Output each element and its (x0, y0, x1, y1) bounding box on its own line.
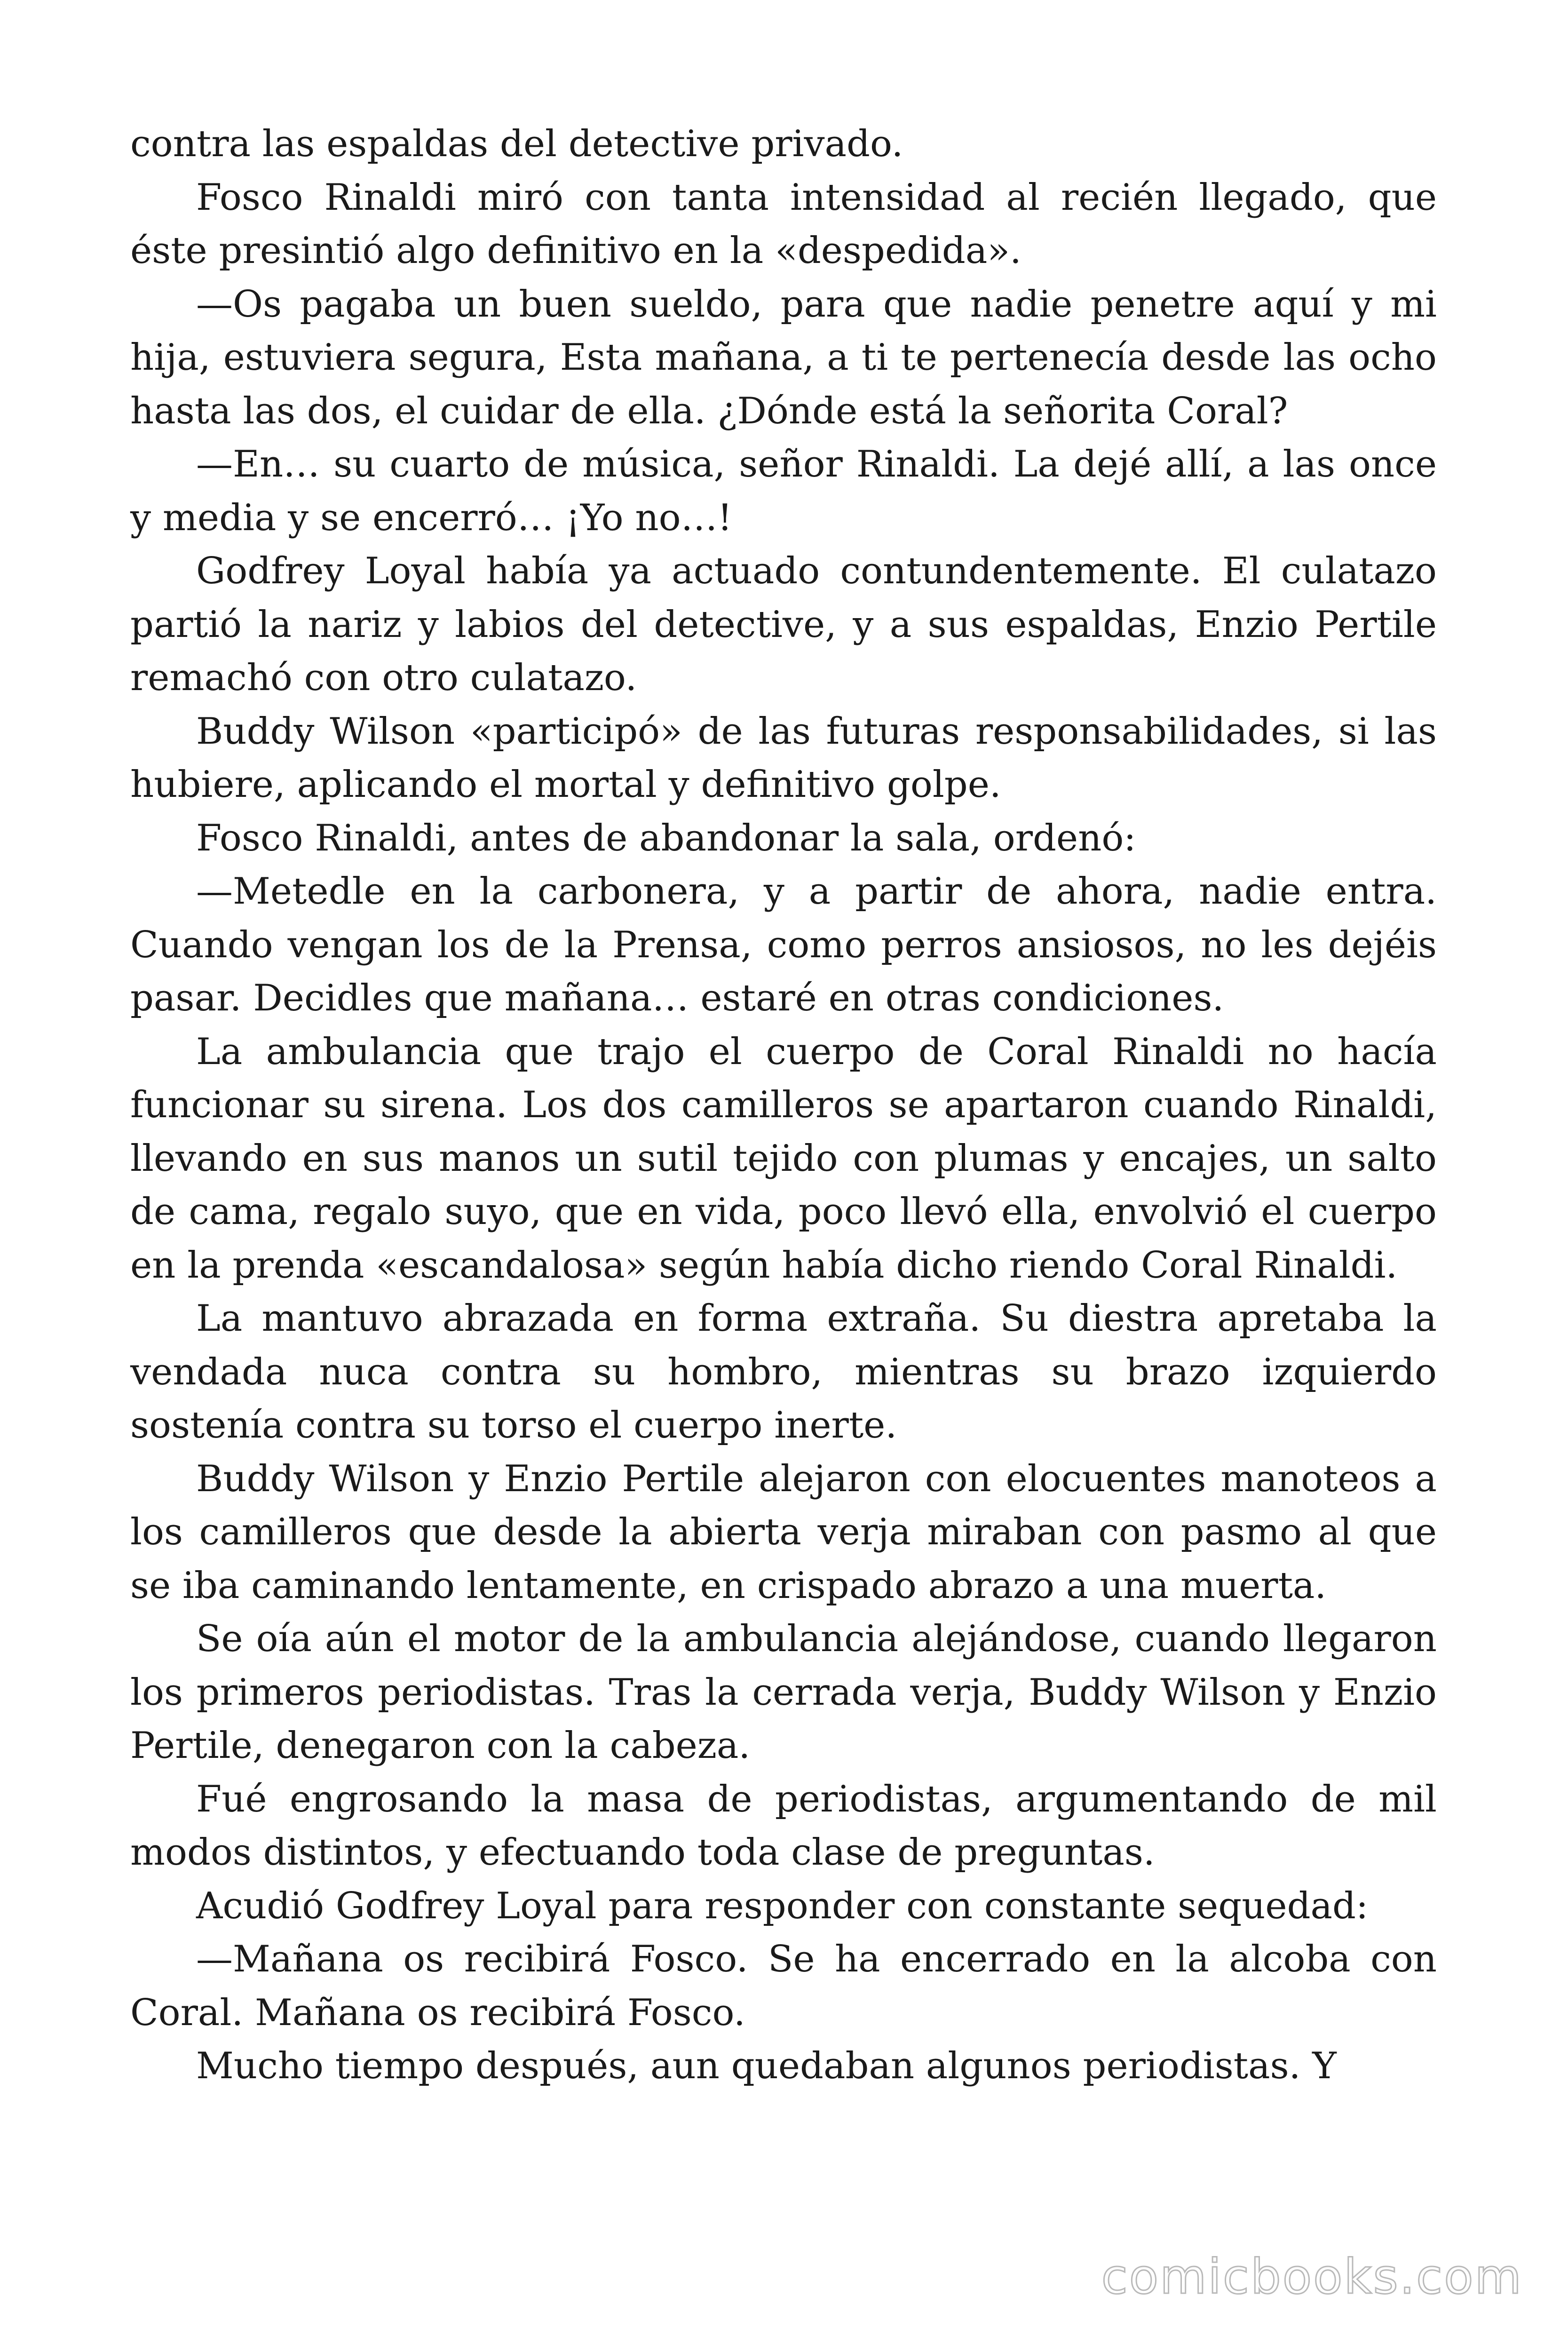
paragraph: Se oía aún el motor de la ambulancia alejándose, cuando llegaron los primeros periodistas. Tras la cerrada verja, Buddy Wilson y Enzio Pertile, denegaron con la cabeza. (130, 1618, 1437, 1767)
paragraph: Fosco Rinaldi miró con tanta intensidad al recién llegado, que éste presintió algo definitivo en la «despedida». (130, 176, 1437, 272)
paragraph-continued: contra las espaldas del detective privado. (130, 123, 903, 165)
paragraph: —Metedle en la carbonera, y a partir de ahora, nadie entra. Cuando vengan los de la Prensa, como perros ansiosos, no les dejéis pasar. Decidles que mañana… estaré en otras condiciones. (130, 870, 1437, 1019)
paragraph: Godfrey Loyal había ya actuado contundentemente. El culatazo partió la nariz y labios del detective, y a sus espaldas, Enzio Pertile remachó con otro culatazo. (130, 550, 1437, 699)
paragraph: Fosco Rinaldi, antes de abandonar la sala, ordenó: (196, 817, 1136, 859)
watermark-text: comicbooks.com (1101, 2249, 1523, 2305)
paragraph: La ambulancia que trajo el cuerpo de Coral Rinaldi no hacía funcionar su sirena. Los dos camilleros se apartaron cuando Rinaldi, llevando en sus manos un sutil tejido con plumas y encajes, un salto de cama, regalo suyo, que en vida, poco llevó ella, envolvió el cuerpo en la prenda «escandalosa» según había dicho riendo Coral Rinaldi. (130, 1030, 1437, 1287)
paragraph: —Mañana os recibirá Fosco. Se ha encerrado en la alcoba con Coral. Mañana os recibirá Fosco. (130, 1938, 1437, 2034)
paragraph: Acudió Godfrey Loyal para responder con constante sequedad: (196, 1884, 1369, 1927)
paragraph: La mantuvo abrazada en forma extraña. Su diestra apretaba la vendada nuca contra su hombro, mientras su brazo izquierdo sostenía contra su torso el cuerpo inerte. (130, 1297, 1437, 1446)
book-page-text (130, 118, 1437, 2093)
paragraph: —En… su cuarto de música, señor Rinaldi. La dejé allí, a las once y media y se encerró… ¡Yo no…! (130, 443, 1437, 539)
paragraph: —Os pagaba un buen sueldo, para que nadie penetre aquí y mi hija, estuviera segura, Esta mañana, a ti te pertenecía desde las ocho hasta las dos, el cuidar de ella. ¿Dónde está la señorita Coral? (130, 283, 1437, 432)
paragraph-last: Mucho tiempo después, aun quedaban algunos periodistas. Y (196, 2045, 1337, 2087)
paragraph: Fué engrosando la masa de periodistas, argumentando de mil modos distintos, y efectuando toda clase de preguntas. (130, 1778, 1437, 1874)
paragraph: Buddy Wilson «participó» de las futuras responsabilidades, si las hubiere, aplicando el mortal y definitivo golpe. (130, 710, 1437, 806)
paragraph: Buddy Wilson y Enzio Pertile alejaron con elocuentes manoteos a los camilleros que desde la abierta verja miraban con pasmo al que se iba caminando lentamente, en crispado abrazo a una muerta. (130, 1457, 1437, 1607)
